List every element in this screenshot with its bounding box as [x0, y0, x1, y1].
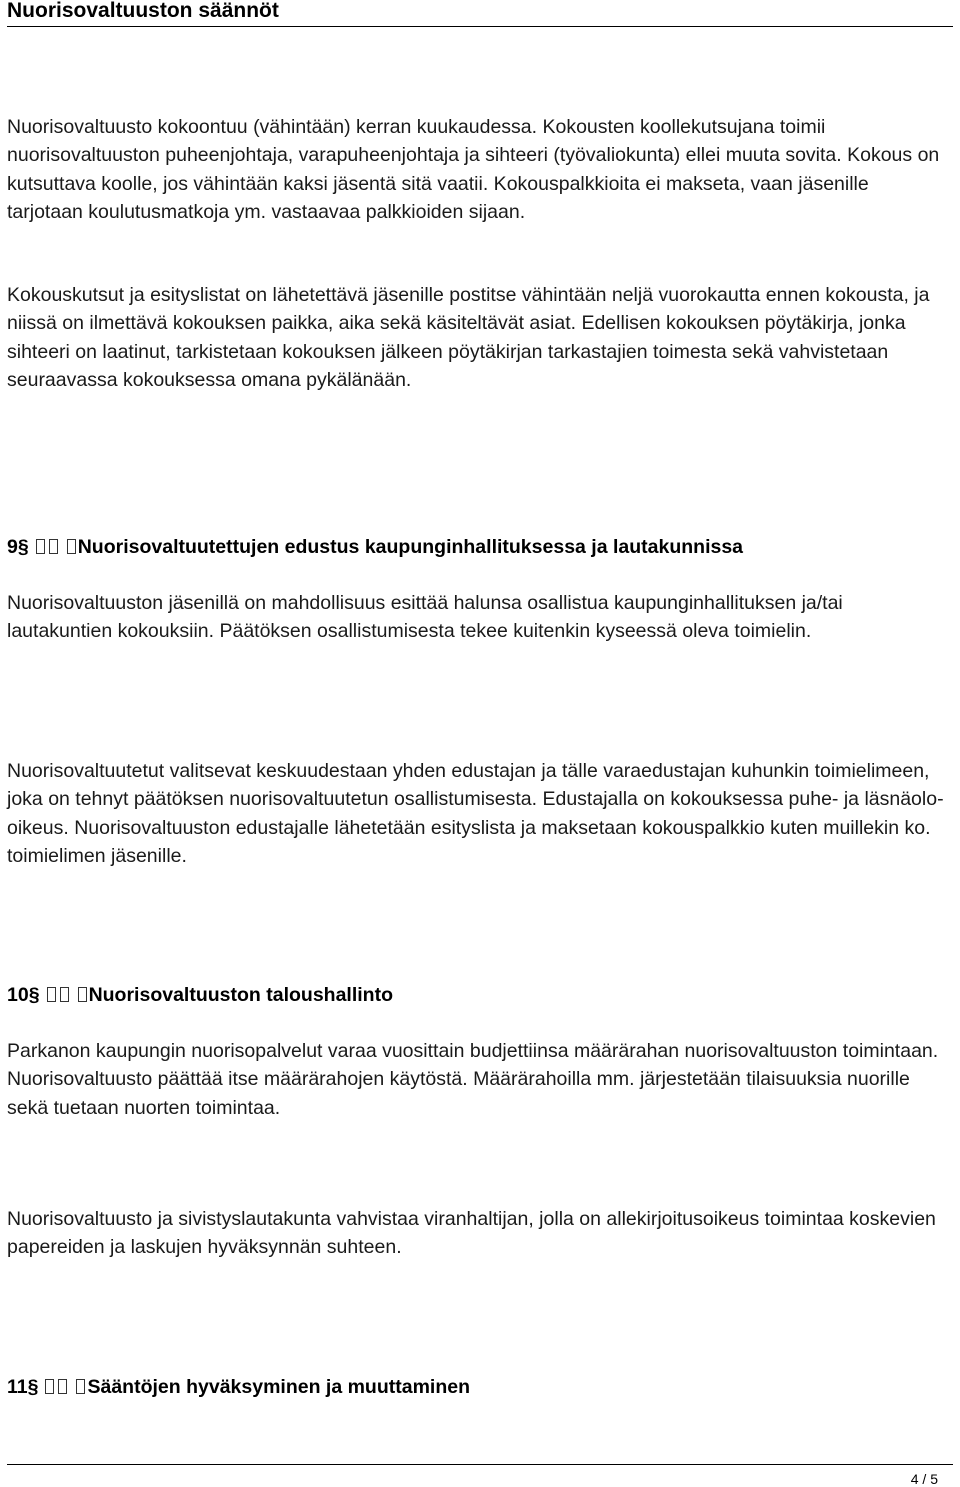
missing-glyph-icon — [78, 987, 87, 1002]
paragraph-meeting-frequency: Nuorisovaltuusto kokoontuu (vähintään) kerran kuukaudessa. Kokousten koollekutsujana toimii nuorisovaltuuston puheenjohtaja, varapuheenjohtaja ja sihteeri (työvaliokunta) ellei muuta sovita. Kokous on kutsuttava koolle, jos vähintään kaksi jäsentä sitä vaatii. Kokouspalkkioita ei makseta, vaan jäsenille tarjotaan koulutusmatkoja ym. vastaavaa palkkioiden sijaan. — [7, 116, 940, 224]
section-title: Nuorisovaltuuston taloushallinto — [88, 984, 393, 1006]
missing-glyph-icon — [36, 539, 45, 554]
paragraph-representative-selection: Nuorisovaltuutetut valitsevat keskuudestaan yhden edustajan ja tälle varaedustajan kuhunkin toimielimeen, joka on tehnyt päätöksen nuorisovaltuutetun osallistumisesta. Edustajalla on kokouksessa puhe- ja läsnäolo-oikeus. Nuorisovaltuuston edustajalle lähetetään esityslista ja maksetaan kokouspalkkio kuten muillekin ko. toimielimen jäsenille. — [7, 760, 944, 868]
paragraph-representation: Nuorisovaltuuston jäsenillä on mahdollisuus esittää halunsa osallistua kaupunginhallituksen ja/tai lautakuntien kokouksiin. Päätöksen osallistumisesta tekee kuitenkin kyseessä oleva toimielin. — [7, 592, 843, 643]
section-heading-10 — [7, 981, 947, 1009]
page-header — [7, 0, 953, 27]
section-title: Nuorisovaltuutettujen edustus kaupunginhallituksessa ja lautakunnissa — [77, 536, 744, 558]
section-number: 10 — [7, 984, 29, 1006]
document-title: Nuorisovaltuuston säännöt — [7, 0, 279, 22]
paragraph-signatory: Nuorisovaltuusto ja sivistyslautakunta vahvistaa viranhaltijan, jolla on allekirjoitusoikeus toimintaa koskevien papereiden ja laskujen hyväksynnän suhteen. — [7, 1208, 936, 1259]
missing-glyph-icon — [60, 987, 69, 1002]
footer-divider — [7, 1464, 953, 1465]
section-number: 11 — [7, 1376, 28, 1398]
missing-glyph-icon — [76, 1379, 85, 1394]
section-symbol: § — [17, 536, 29, 558]
missing-glyph-icon — [58, 1379, 67, 1394]
missing-glyph-icon — [49, 539, 58, 554]
section-title: Sääntöjen hyväksyminen ja muuttaminen — [87, 1376, 471, 1398]
section-heading-11 — [7, 1373, 947, 1401]
section-symbol: § — [27, 1376, 39, 1398]
missing-glyph-icon — [45, 1379, 54, 1394]
section-number: 9 — [7, 536, 18, 558]
page-number: 4 / 5 — [910, 1471, 938, 1487]
missing-glyph-icon — [47, 987, 56, 1002]
paragraph-budget: Parkanon kaupungin nuorisopalvelut varaa vuosittain budjettiinsa määrärahan nuorisovaltuuston toimintaan. Nuorisovaltuusto päättää itse määrärahojen käytöstä. Määrärahoilla mm. järjestetään tilaisuuksia nuorille sekä tuetaan nuorten toimintaa. — [7, 1040, 939, 1119]
missing-glyph-icon — [67, 539, 76, 554]
section-heading-9 — [7, 533, 947, 561]
section-symbol: § — [28, 984, 40, 1006]
paragraph-meeting-invitations: Kokouskutsut ja esityslistat on lähetettävä jäsenille postitse vähintään neljä vuorokautta ennen kokousta, ja niissä on ilmettävä kokouksen paikka, aika sekä käsiteltävät asiat. Edellisen kokouksen pöytäkirja, jonka sihteeri on laatinut, tarkistetaan kokouksen jälkeen pöytäkirjan tarkastajien toimesta sekä vahvistetaan seuraavassa kokouksessa omana pykälänään. — [7, 284, 930, 392]
